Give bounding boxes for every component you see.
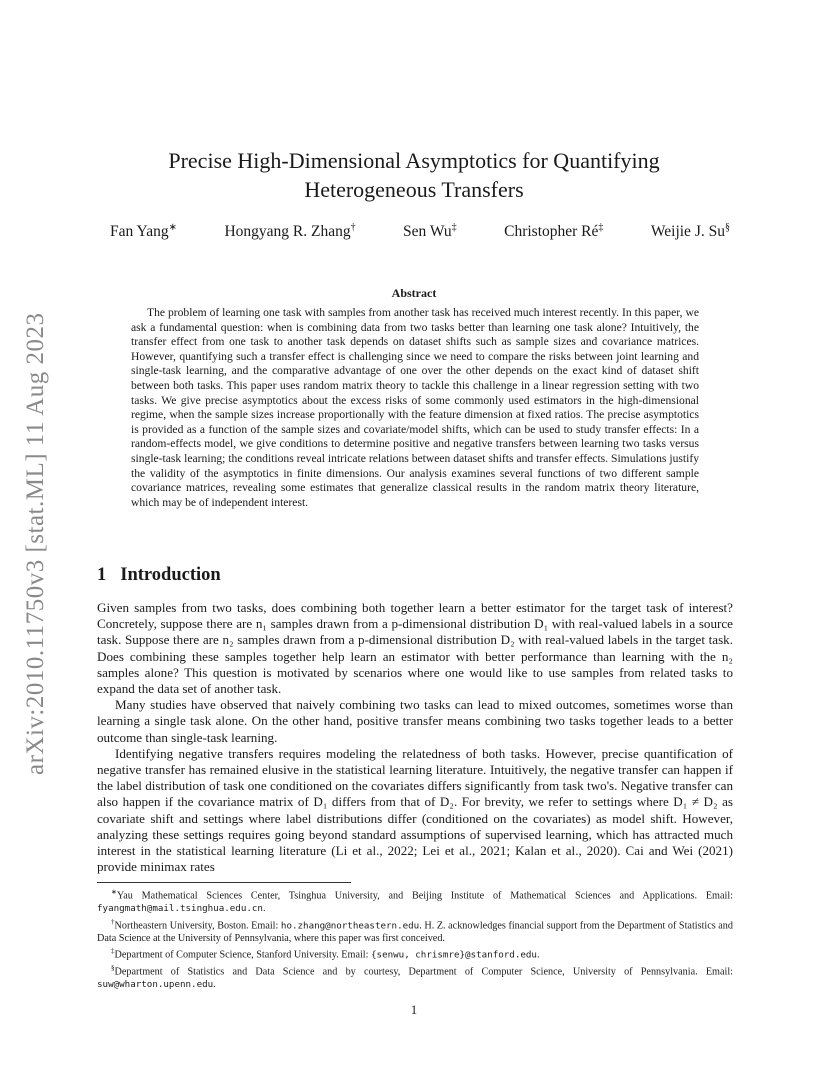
footnote: ∗Yau Mathematical Sciences Center, Tsinghua University, and Beijing Institute of Mathematical Sciences and Applications. Email: fyangmath@mail.tsinghua.edu.cn. <box>97 888 733 914</box>
email-link[interactable]: fyangmath@mail.tsinghua.edu.cn <box>97 902 263 914</box>
author: Christopher Ré‡ <box>504 222 604 241</box>
abstract-text: The problem of learning one task with samples from another task has received much interest recently. In this paper, we ask a fundamental question: when is combining data from two tasks better than learning one task alone? Intuitively, the transfer effect from one task to another task depends on dataset shifts such as sample sizes and covariance matrices. However, quantifying such a transfer effect is challenging since we need to compare the risks between joint learning and single-task learning, and the comparative advantage of one over the other depends on the exact kind of dataset shift between both tasks. This paper uses random matrix theory to tackle this challenge in a linear regression setting with two tasks. We give precise asymptotics about the excess risks of some commonly used estimators in the high-dimensional regime, when the sample sizes increase proportionally with the feature dimension at fixed ratios. The precise asymptotics is provided as a function of the sample sizes and covariate/model shifts, which can be used to study transfer effects: In a random-effects model, we give conditions to determine positive and negative transfers between learning two tasks versus single-task learning; the conditions reveal intricate relations between dataset shifts and transfer effects. Simulations justify the validity of the asymptotics in finite dimensions. Our analysis examines several functions of two different sample covariance matrices, revealing some estimates that generalize classical results in the random matrix theory literature, which may be of independent interest. <box>131 306 699 509</box>
author: Sen Wu‡ <box>403 222 457 241</box>
title-line-2: Heterogeneous Transfers <box>304 177 524 202</box>
paragraph: Many studies have observed that naively combining two tasks can lead to mixed outcomes, sometimes worse than learning a single task alone. On the other hand, positive transfer means combining two tasks together leads to a better outcome than single-task learning. <box>97 697 733 745</box>
body-text <box>97 600 733 875</box>
author-list <box>110 222 730 241</box>
footnote: ‡Department of Computer Science, Stanford University. Email: {senwu, chrismre}@stanford.edu. <box>111 947 540 961</box>
author: Fan Yang∗ <box>110 222 177 241</box>
arxiv-stamp: arXiv:2010.11750v3 [stat.ML] 11 Aug 2023 <box>22 312 49 775</box>
section-number: 1 <box>97 565 107 585</box>
footnote-divider <box>97 882 351 883</box>
footnotes <box>97 886 733 992</box>
paragraph: Given samples from two tasks, does combining both together learn a better estimator for the target task of interest? Concretely, suppose there are n₁ samples drawn from a p-dimensional distribution D₁ with real-valued labels in a source task. Suppose there are n₂ samples drawn from a p-dimensional distribution D₂ with real-valued labels in the target task. Does combining these samples together help learn an estimator with better performance than learning with the n₂ samples alone? This question is motivated by scenarios where one would like to use samples from related tasks to expand the data set of another task. <box>97 600 733 697</box>
author: Hongyang R. Zhang† <box>224 222 356 241</box>
email-link[interactable]: ho.zhang@northeastern.edu <box>280 919 420 931</box>
author: Weijie J. Su§ <box>650 222 730 241</box>
footnote: §Department of Statistics and Data Science and by courtesy, Department of Computer Science, University of Pennsylvania. Email: suw@wharton.upenn.edu. <box>97 964 733 991</box>
paper-title <box>100 146 728 204</box>
section-title: Introduction <box>120 565 221 585</box>
email-link[interactable]: suw@wharton.upenn.edu <box>97 979 214 991</box>
email-link[interactable]: {senwu, chrismre}@stanford.edu <box>371 949 537 961</box>
title-line-1: Precise High-Dimensional Asymptotics for Quantifying <box>168 148 660 173</box>
paragraph: Identifying negative transfers requires modeling the relatedness of both tasks. However, precise quantification of negative transfer has remained elusive in the statistical learning literature. Intuitively, the negative transfer can happen if the label distribution of task one conditioned on the covariates differs significantly from task two's. Negative transfer can also happen if the covariance matrix of D₁ differs from that of D₂. For brevity, we refer to settings where D₁ ≠ D₂ as covariate shift and settings where label distributions differ (conditioned on the covariates) as model shift. However, analyzing these settings requires going beyond standard assumptions of supervised learning, which has attracted much interest in the statistical learning literature (Li et al., 2022; Lei et al., 2021; Kalan et al., 2020). Cai and Wei (2021) provide minimax rates <box>97 745 733 875</box>
page-number: 1 <box>410 1003 418 1017</box>
footnote: †Northeastern University, Boston. Email: ho.zhang@northeastern.edu. H. Z. acknowledges financial support from the Department of Statistics and Data Science at the University of Pennsylvania, where this paper was first conceived. <box>97 917 733 944</box>
abstract-heading: Abstract <box>391 286 437 300</box>
section-heading <box>97 565 221 586</box>
